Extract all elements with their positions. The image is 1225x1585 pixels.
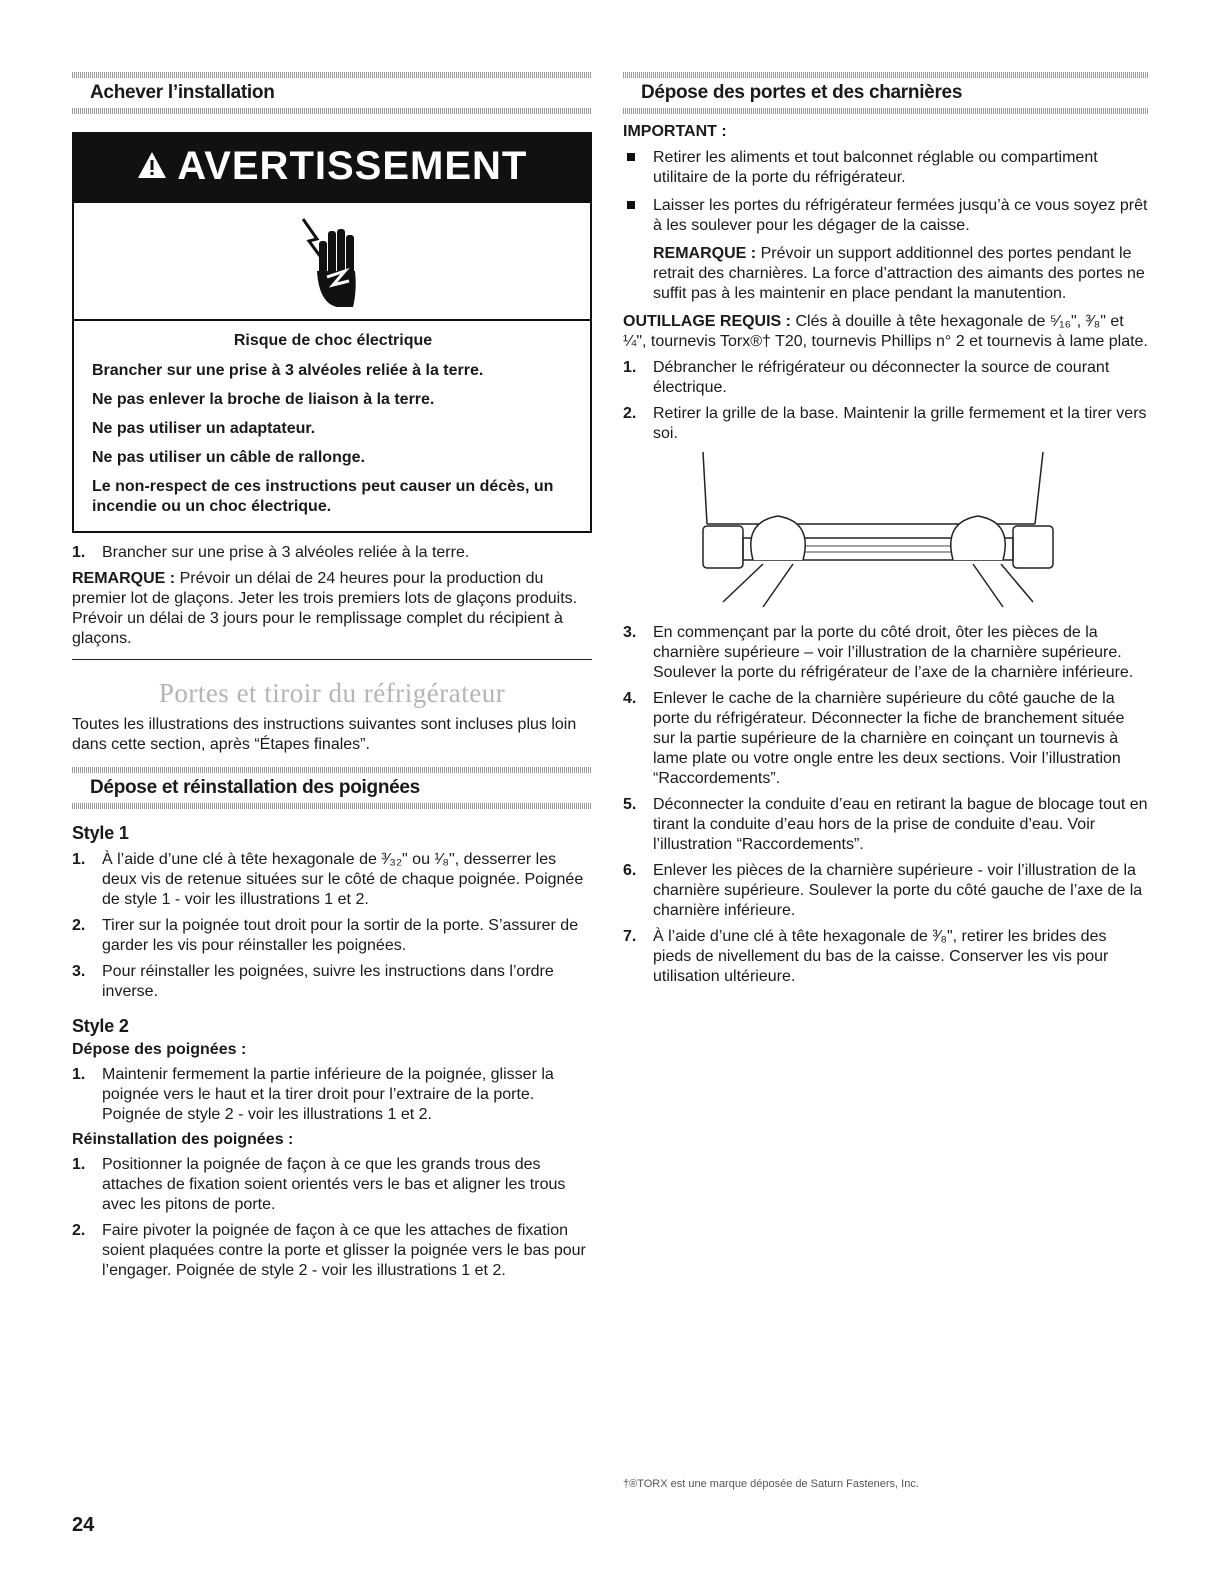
warning-body [74,321,590,531]
warning-triangle-icon [137,144,167,189]
tools-required: OUTILLAGE REQUIS : Clés à douille à tête hexagonale de ⁵⁄₁₆", ³⁄₈" et ¼", tournevis Torx®† T20, tournevis Phillips n° 2 et tournevis à lame plate. [623,313,1148,350]
warning-title-bar [74,134,590,203]
section-intro: Toutes les illustrations des instructions suivantes sont incluses plus loin dans cette section, après “Étapes finales”. [72,716,577,753]
style1-steps [72,850,592,1002]
warning-title: AVERTISSEMENT [177,144,528,188]
list-item: Laisser les portes du réfrigérateur fermées jusqu’à ce vous soyez prêt à les soulever pour les dégager de la caisse. [623,196,1149,236]
warning-line: Ne pas utiliser un adaptateur. [92,420,316,437]
warning-line: Le non-respect de ces instructions peut causer un décès, un incendie ou un choc électrique. [92,478,554,515]
list-item: 3. En commençant par la porte du côté droit, ôter les pièces de la charnière supérieure – voir l’illustration de la charnière supérieure. Soulever la porte du réfrigérateur de l’axe de la charnière inférieure. [623,624,1134,681]
heading-text: Dépose des portes et des charnières [641,82,963,103]
install-steps [72,543,592,563]
section-heading-handles [72,767,592,809]
list-item: 1. À l’aide d’une clé à tête hexagonale de ³⁄₃₂" ou ¹⁄₈", desserrer les deux vis de retenue situées sur le côté de chaque poignée. Poignée de style 1 - voir les illustrations 1 et 2. [72,851,584,908]
list-item: 5. Déconnecter la conduite d’eau en retirant la bague de blocage tout en tirant la conduite d’eau hors de la prise de conduite d’eau. Voir l’illustration “Raccordements”. [623,796,1148,853]
warning-line: Ne pas utiliser un câble de rallonge. [92,449,365,466]
page-number: 24 [72,1514,95,1536]
list-item: 4. Enlever le cache de la charnière supérieure du côté gauche de la porte du réfrigérateur. Déconnecter la fiche de branchement située sur la partie supérieure de la charnière en coinçant un tournevis à lame plate ou votre ongle entre les deux sections. Voir l’illustration “Raccordements”. [623,690,1125,787]
list-item: 2. Faire pivoter la poignée de façon à ce que les attaches de fixation soient plaquées contre la porte et glisser la poignée vers le bas pour l’engager. Poignée de style 2 - voir les illustrations 1 et 2. [72,1222,586,1279]
warning-line: Ne pas enlever la broche de liaison à la terre. [92,391,435,408]
important-bullets [623,148,1149,236]
remark: REMARQUE : Prévoir un délai de 24 heures pour la production du premier lot de glaçons. Jeter les trois premiers lots de glaçons produits. Prévoir un délai de 3 jours pour le remplissage complet du récipient à glaçons. [72,570,578,647]
list-item: 2. Retirer la grille de la base. Maintenir la grille fermement et la tirer vers soi. [623,405,1147,442]
divider [72,659,592,660]
door-steps-b [623,623,1149,987]
section-title: Portes et tiroir du réfrigérateur [158,678,506,708]
bullet-icon [627,201,635,209]
electric-shock-hand-icon [74,203,590,321]
heading-text: Dépose et réinstallation des poignées [90,777,420,798]
warning-hazard: Risque de choc électrique [233,332,433,349]
list-item: 1. Brancher sur une prise à 3 alvéoles reliée à la terre. [72,544,470,561]
list-item: 1. Positionner la poignée de façon à ce que les grands trous des attaches de fixation soient orientés vers le bas et aligner les trous avec les pitons de porte. [72,1156,566,1213]
right-column [623,72,1149,993]
warning-box [72,132,592,533]
door-steps-a [623,358,1149,444]
base-grille-illustration [683,452,1149,617]
removal-steps [72,1065,592,1125]
list-item: 2. Tirer sur la poignée tout droit pour la sortir de la porte. S’assurer de garder les vis pour réinstaller les poignées. [72,917,579,954]
section-heading-install [72,72,592,114]
footnote: †®TORX est une marque déposée de Saturn Fasteners, Inc. [623,1478,919,1490]
remark: REMARQUE : Prévoir un support additionnel des portes pendant le retrait des charnières. La force d’attraction des aimants des portes ne suffit pas à les maintenir en place pendant la manutention. [653,245,1145,302]
left-column [72,72,592,1287]
list-item: 1. Débrancher le réfrigérateur ou déconnecter la source de courant électrique. [623,359,1110,396]
heading-text: Achever l’installation [90,82,275,103]
style1-title: Style 1 [72,823,129,843]
list-item: Retirer les aliments et tout balconnet réglable ou compartiment utilitaire de la porte du réfrigérateur. [623,148,1149,188]
warning-line: Brancher sur une prise à 3 alvéoles reliée à la terre. [92,362,484,379]
style2-title: Style 2 [72,1016,129,1036]
important-label: IMPORTANT : [623,123,727,140]
list-item: 7. À l’aide d’une clé à tête hexagonale de ³⁄₈", retirer les brides des pieds de nivellement du bas de la caisse. Conserver les vis pour utilisation ultérieure. [623,928,1109,985]
removal-title: Dépose des poignées : [72,1041,247,1058]
list-item: 1. Maintenir fermement la partie inférieure de la poignée, glisser la poignée vers le haut et la tirer droit pour l’extraire de la porte. Poignée de style 2 - voir les illustrations 1 et 2. [72,1066,554,1123]
list-item: 6. Enlever les pièces de la charnière supérieure - voir l’illustration de la charnière supérieure. Soulever la porte du côté gauche de l’axe de la charnière inférieure. [623,862,1143,919]
reinstall-title: Réinstallation des poignées : [72,1131,294,1148]
section-heading-doors [623,72,1149,114]
bullet-icon [627,153,635,161]
reinstall-steps [72,1155,592,1281]
list-item: 3. Pour réinstaller les poignées, suivre les instructions dans l’ordre inverse. [72,963,554,1000]
